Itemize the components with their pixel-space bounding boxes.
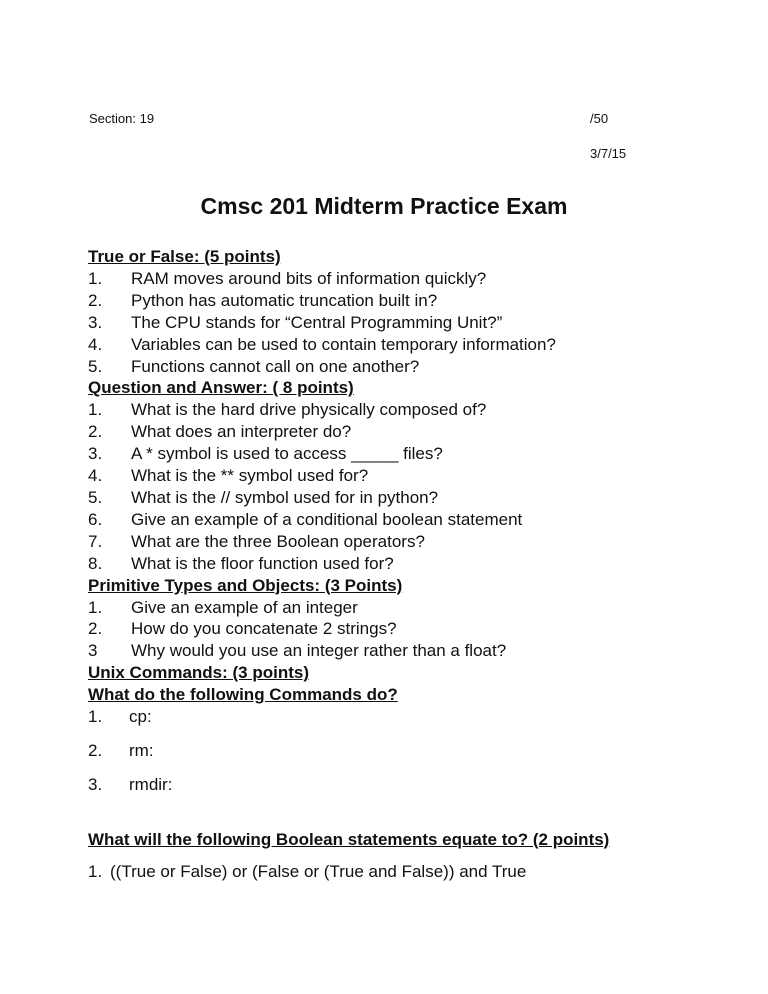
list-item (88, 531, 728, 553)
item-number: 4. (88, 466, 103, 486)
item-number: 2. (88, 290, 103, 310)
item-text: How do you concatenate 2 strings? (131, 619, 397, 639)
item-text: cp: (129, 707, 152, 727)
item-number: 3. (88, 312, 103, 332)
list-item (88, 443, 728, 465)
list-item (88, 399, 728, 421)
list-item (88, 421, 728, 443)
page-title: Cmsc 201 Midterm Practice Exam (200, 193, 568, 219)
list-item (88, 268, 728, 290)
item-text: RAM moves around bits of information quickly? (131, 268, 487, 288)
section-label: Section: 19 (89, 111, 155, 126)
item-text: Give an example of a conditional boolean statement (131, 509, 523, 529)
item-text: rmdir: (129, 774, 173, 794)
list-item (88, 465, 728, 487)
item-text: Python has automatic truncation built in? (131, 290, 438, 310)
true-false-heading: True or False: (5 points) (88, 247, 281, 266)
item-number: 6. (88, 509, 103, 529)
item-number: 2. (88, 740, 103, 760)
item-text: What is the ** symbol used for? (131, 466, 369, 486)
item-text: What is the floor function used for? (131, 553, 394, 573)
item-text: rm: (129, 740, 154, 760)
list-item (88, 509, 728, 531)
list-item (88, 861, 728, 883)
list-item (88, 312, 728, 334)
score-label: /50 (590, 111, 609, 126)
unix-commands-heading: Unix Commands: (3 points) (88, 663, 310, 683)
item-number: 4. (88, 334, 103, 354)
list-item (88, 290, 728, 312)
item-number: 3. (88, 444, 103, 464)
item-number: 3. (88, 774, 103, 794)
list-item (88, 640, 728, 662)
item-number: 1. (88, 597, 103, 617)
item-text: The CPU stands for “Central Programming Unit?” (131, 312, 503, 332)
item-text: What is the // symbol used for in python? (131, 487, 439, 507)
item-text: What is the hard drive physically composed of? (131, 400, 487, 420)
item-number: 5. (88, 487, 103, 507)
item-number: 7. (88, 531, 103, 551)
primitive-types-heading: Primitive Types and Objects: (3 Points) (88, 575, 403, 595)
list-item (88, 487, 728, 509)
item-number: 1. (88, 707, 103, 727)
list-item (88, 740, 728, 762)
item-number: 8. (88, 553, 103, 573)
item-number: 2. (88, 619, 103, 639)
item-number: 5. (88, 356, 103, 376)
date-label: 3/7/15 (590, 146, 627, 161)
boolean-heading: What will the following Boolean statements equate to? (2 points) (88, 829, 610, 849)
item-text: ((True or False) or (False or (True and False)) and True (110, 861, 527, 881)
item-text: Functions cannot call on one another? (131, 356, 420, 376)
unix-commands-subheading: What do the following Commands do? (88, 685, 398, 705)
list-item (88, 553, 728, 575)
item-text: Variables can be used to contain temporary information? (131, 334, 556, 354)
item-text: What does an interpreter do? (131, 422, 352, 442)
item-number: 1. (88, 400, 103, 420)
list-item (88, 618, 728, 640)
item-text: Why would you use an integer rather than a float? (131, 641, 507, 661)
item-text: A * symbol is used to access _____ files? (131, 444, 443, 464)
list-item (88, 356, 728, 378)
item-number: 1. (88, 861, 103, 881)
list-item (88, 334, 728, 356)
item-text: What are the three Boolean operators? (131, 531, 425, 551)
list-item (88, 597, 728, 619)
item-number: 1. (88, 268, 103, 288)
item-number: 2. (88, 422, 103, 442)
question-answer-heading: Question and Answer: ( 8 points) (88, 378, 354, 398)
list-item (88, 706, 728, 728)
exam-content (88, 246, 728, 883)
item-text: Give an example of an integer (131, 597, 358, 617)
item-number: 3 (88, 641, 98, 661)
list-item (88, 774, 728, 796)
